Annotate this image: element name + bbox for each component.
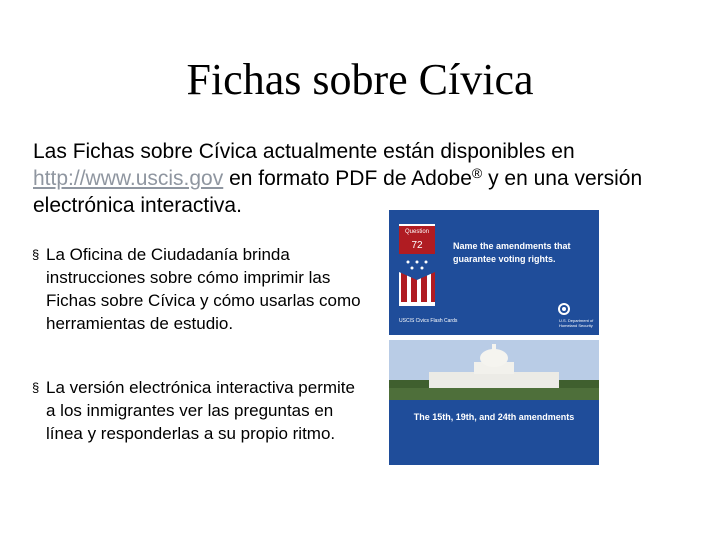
uscis-link[interactable]: http://www.uscis.gov	[33, 167, 224, 190]
card-question-text: Name the amendments that guarantee voting rights.	[453, 241, 571, 264]
intro-paragraph	[33, 138, 683, 219]
intro-text-1: Las Fichas sobre Cívica actualmente están disponibles en	[33, 140, 575, 163]
dhs-seal-icon	[557, 302, 571, 316]
bullet-marker: §	[32, 247, 40, 262]
bullet-text: La Oficina de Ciudadanía brinda instrucciones sobre cómo imprimir las Fichas sobre Cívica y cómo usarlas como herramientas de estudio.	[46, 245, 361, 333]
bullet-text: La versión electrónica interactiva permite a los inmigrantes ver las preguntas en línea y responderlas a su propio ritmo.	[46, 378, 355, 443]
intro-text-3: y en una versión electrónica interactiva.	[33, 167, 643, 217]
flag-icon	[399, 254, 435, 306]
question-number: 72	[399, 238, 435, 254]
intro-text-2: en formato PDF de Adobe	[223, 167, 472, 190]
slide-title: Fichas sobre Cívica	[186, 55, 534, 104]
capitol-building-photo	[389, 340, 599, 400]
question-tag-label: Question	[399, 226, 435, 238]
question-tag	[399, 224, 435, 306]
seal-caption: U.S. Department of Homeland Security	[559, 318, 594, 328]
bullet-item-interactive	[32, 376, 362, 445]
card-footer-text: USCIS Civics Flash Cards	[399, 318, 458, 324]
bullet-marker: §	[32, 380, 40, 395]
flashcard-back-image	[389, 340, 599, 465]
flashcard-front-image	[389, 210, 599, 335]
bullet-item-instructions	[32, 243, 362, 335]
card-answer-text: The 15th, 19th, and 24th amendments	[413, 412, 575, 422]
registered-mark: ®	[471, 165, 483, 181]
